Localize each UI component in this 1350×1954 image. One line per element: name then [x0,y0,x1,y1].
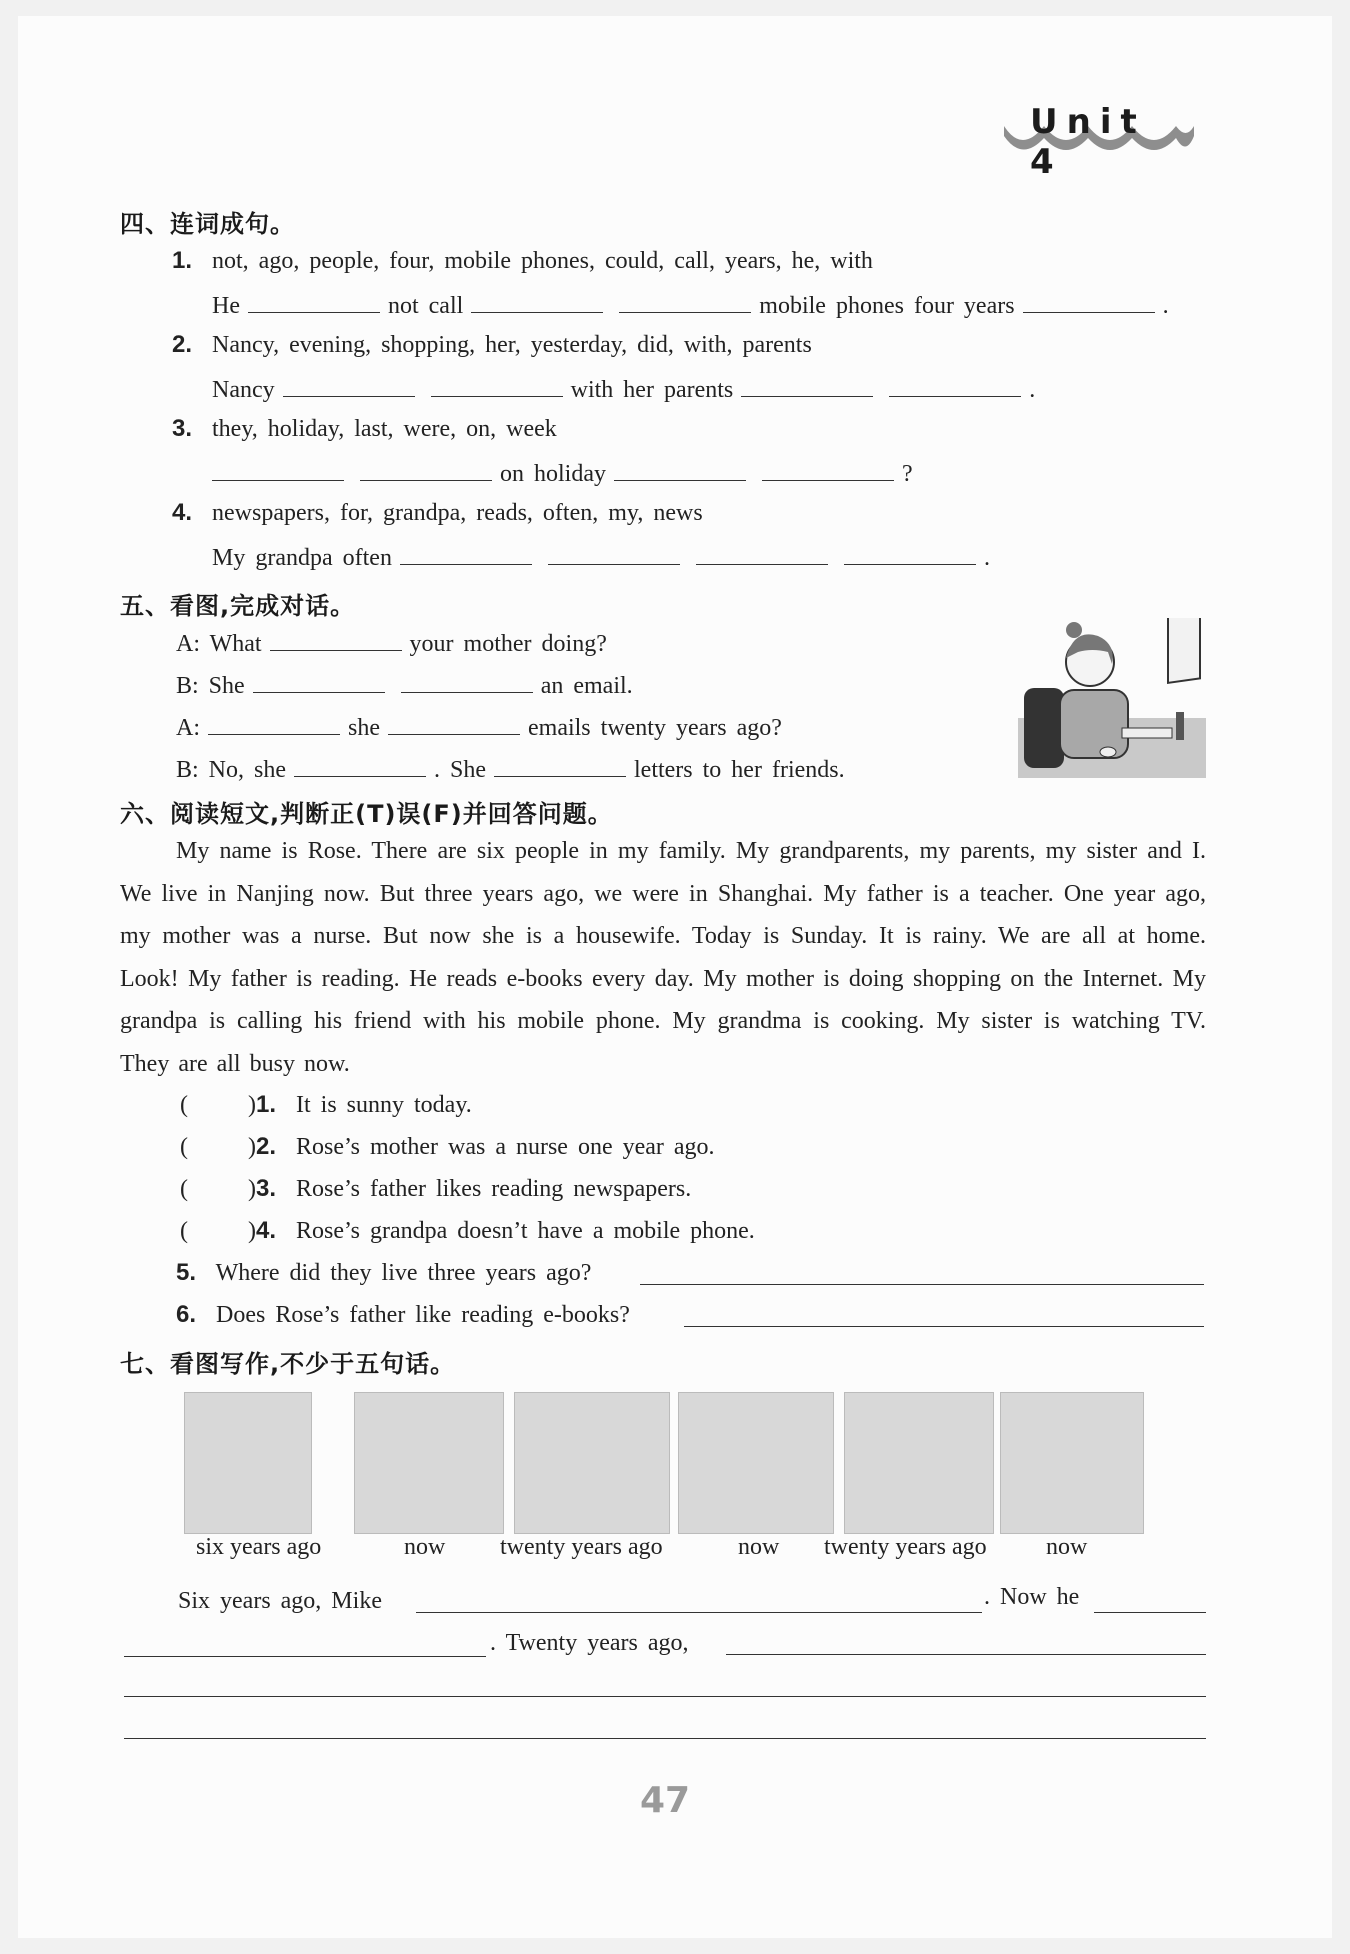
answer-blank[interactable] [494,752,626,777]
answer-blank[interactable] [283,372,415,397]
s4-item2-answer: Nancy with her parents . [212,372,1035,405]
answer-blank[interactable] [400,540,532,565]
section7-title: 七、看图写作,不少于五句话。 [120,1350,456,1378]
page-number: 47 [640,1780,691,1821]
picture-children-at-desks [844,1392,994,1534]
picture-man-at-desk [514,1392,670,1534]
picture-man-on-phone [678,1392,834,1534]
picture-boy-running [354,1392,504,1534]
question-5: 5. Where did they live three years ago? [176,1259,592,1286]
answer-blank[interactable] [762,456,894,481]
s4-item1-answer: He not call mobile phones four years . [212,288,1169,321]
unit-badge [1000,96,1196,182]
answer-blank[interactable] [1023,288,1155,313]
reading-passage: My name is Rose. There are six people in my family. My grandparents, my parents, my sister and I. We live in Nanjing now. But three years ago, we were in Shanghai. My father is a teacher. One year ago, my mother was a nurse. But now she is a housewife. Today is Sunday. It is rainy. We are all at home. Look! My father is reading. He reads e-books every day. My mother is doing shopping on the Internet. My grandpa is calling his friend with his mobile phone. My grandma is cooking. My sister is watching TV. They are all busy now. [120,838,1206,1077]
answer-line[interactable] [684,1326,1204,1327]
caption-1: six years ago [196,1534,322,1560]
answer-blank[interactable] [619,288,751,313]
caption-5: twenty years ago [824,1534,987,1560]
answer-blank[interactable] [388,710,520,735]
picture-boy-reading [184,1392,312,1534]
s4-item4-answer: My grandpa often . [212,540,990,573]
question-6: 6. Does Rose’s father like reading e-books? [176,1301,630,1328]
section6-title: 六、阅读短文,判断正(T)误(F)并回答问题。 [120,800,613,828]
s4-item2-words: 2. Nancy, evening, shopping, her, yesterday, did, with, parents [172,331,812,358]
dialogue-line-3: A: she emails twenty years ago? [176,710,782,743]
section5-title: 五、看图,完成对话。 [120,592,356,620]
answer-blank[interactable] [844,540,976,565]
answer-blank[interactable] [431,372,563,397]
writing-line[interactable] [124,1738,1206,1739]
answer-blank[interactable] [294,752,426,777]
dialogue-line-1: A: What your mother doing? [176,626,607,659]
answer-blank[interactable] [696,540,828,565]
answer-blank[interactable] [208,710,340,735]
answer-blank[interactable] [401,668,533,693]
writing-line[interactable] [416,1612,982,1613]
picture-woman-at-computer [1000,1392,1144,1534]
answer-blank[interactable] [248,288,380,313]
s4-item4-words: 4. newspapers, for, grandpa, reads, often, my, news [172,499,703,526]
answer-line[interactable] [640,1284,1204,1285]
caption-4: now [738,1534,780,1560]
caption-3: twenty years ago [500,1534,663,1560]
answer-blank[interactable] [253,668,385,693]
judge-item-2: ( )2. Rose’s mother was a nurse one year ago. [180,1133,715,1160]
writing-line[interactable] [726,1654,1206,1655]
caption-6: now [1046,1534,1088,1560]
unit-title: Unit 4 [1030,102,1146,182]
writing-prompt-1: Six years ago, Mike [178,1588,382,1614]
s4-item3-answer: on holiday ? [204,456,913,489]
answer-blank[interactable] [889,372,1021,397]
s4-item1-words: 1. not, ago, people, four, mobile phones, could, call, years, he, with [172,247,873,274]
dialogue-line-2: B: She an email. [176,668,633,701]
answer-blank[interactable] [270,626,402,651]
answer-blank[interactable] [212,456,344,481]
woman-at-computer-illustration [1018,618,1206,778]
s4-item3-words: 3. they, holiday, last, were, on, week [172,415,557,442]
answer-blank[interactable] [741,372,873,397]
caption-2: now [404,1534,446,1560]
dialogue-line-4: B: No, she . She letters to her friends. [176,752,845,785]
answer-blank[interactable] [614,456,746,481]
answer-blank[interactable] [548,540,680,565]
writing-prompt-2: . Now he [984,1584,1080,1610]
writing-prompt-3: . Twenty years ago, [490,1630,689,1656]
writing-line[interactable] [124,1656,486,1657]
writing-line[interactable] [1094,1612,1206,1613]
judge-item-1: ( )1. It is sunny today. [180,1091,472,1118]
judge-item-4: ( )4. Rose’s grandpa doesn’t have a mobile phone. [180,1217,755,1244]
section4-title: 四、连词成句。 [120,210,295,238]
writing-line[interactable] [124,1696,1206,1697]
answer-blank[interactable] [471,288,603,313]
answer-blank[interactable] [360,456,492,481]
judge-item-3: ( )3. Rose’s father likes reading newspapers. [180,1175,692,1202]
